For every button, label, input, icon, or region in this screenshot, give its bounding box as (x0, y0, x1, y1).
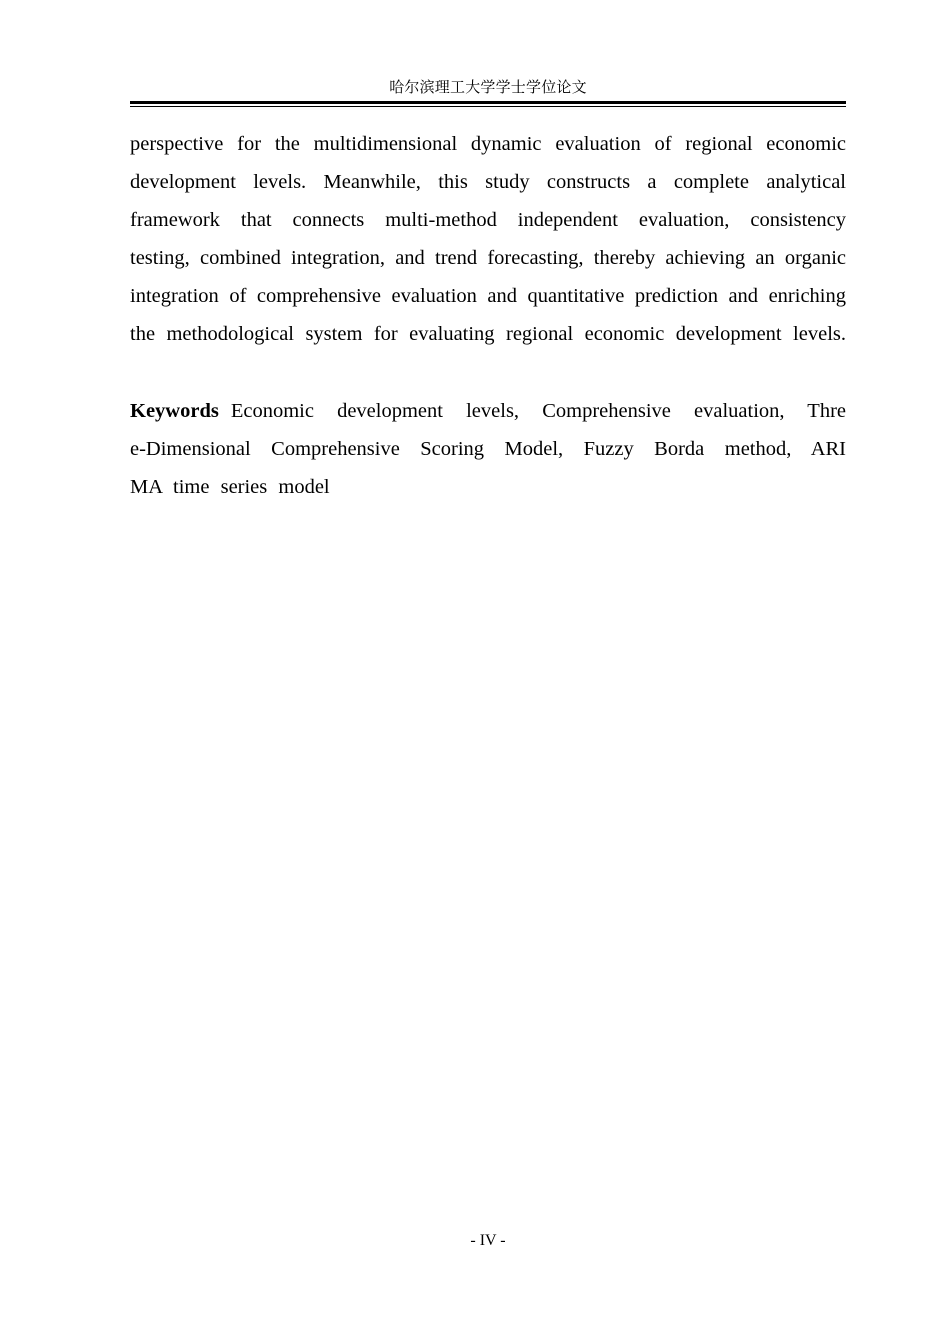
keywords-line: MA time series model (130, 476, 330, 498)
keywords-line (130, 392, 846, 430)
abstract-line: framework that connects multi-method independent evaluation, consistency (130, 209, 846, 231)
keywords-section (130, 392, 846, 506)
header-rule-thin (130, 106, 846, 107)
page-header-title: 哈尔滨理工大学学士学位论文 (389, 80, 587, 96)
abstract-line: the methodological system for evaluating regional economic development levels. (130, 323, 846, 345)
keywords-label: Keywords (130, 400, 219, 422)
abstract-paragraph (130, 125, 846, 353)
header-rule-thick (130, 101, 846, 104)
abstract-line: perspective for the multidimensional dynamic evaluation of regional economic (130, 133, 846, 155)
abstract-line: development levels. Meanwhile, this study constructs a complete analytical (130, 171, 846, 193)
keywords-text: Economic development levels, Comprehensive evaluation, Thre (230, 400, 846, 422)
page-number: - IV - (470, 1232, 506, 1249)
keywords-line: e-Dimensional Comprehensive Scoring Model, Fuzzy Borda method, ARI (130, 438, 846, 460)
abstract-line: testing, combined integration, and trend forecasting, thereby achieving an organic (130, 247, 846, 269)
abstract-line: integration of comprehensive evaluation and quantitative prediction and enriching (130, 285, 846, 307)
